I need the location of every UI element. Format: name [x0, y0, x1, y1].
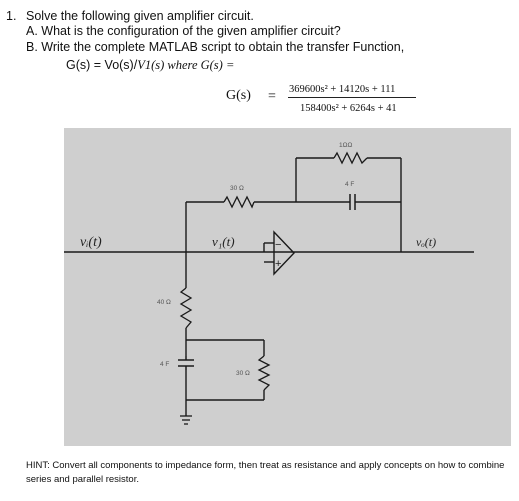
- question-part-b: B. Write the complete MATLAB script to obtain the transfer Function,: [26, 40, 405, 54]
- opamp-minus-label: −: [275, 239, 282, 251]
- circuit-diagram: [64, 128, 511, 446]
- c-feedback-label: 4 F: [345, 181, 355, 188]
- photo-background: [64, 128, 511, 446]
- tf-numerator: 369600s² + 14120s + 111: [289, 84, 396, 95]
- tf-lhs: G(s): [226, 88, 251, 103]
- r-shunt-label: 40 Ω: [157, 299, 171, 306]
- c-shunt-label: 4 F: [160, 361, 170, 368]
- vi-label: vᵢ(t): [80, 235, 102, 250]
- transfer-function-definition: [66, 58, 234, 73]
- hint-text: HINT: Convert all components to impedance form, then treat as resistance and apply concepts on how to combine series and parallel resistor.: [26, 460, 505, 485]
- r-input-series-label: 30 Ω: [230, 185, 244, 192]
- question-text: Solve the following given amplifier circuit.: [26, 9, 254, 23]
- tf-equals: =: [268, 89, 276, 104]
- question-number: 1.: [6, 9, 17, 23]
- r-feedback-top-label: 1ΩΩ: [339, 142, 353, 149]
- opamp-plus-label: +: [275, 258, 282, 270]
- r-ground-label: 30 Ω: [236, 370, 250, 377]
- g-italic: V1(s) where G(s) =: [137, 58, 235, 72]
- g-prefix: G(s) = Vo(s)/: [66, 58, 138, 72]
- v1-label: v₁(t): [212, 234, 235, 249]
- fraction-bar: [288, 97, 416, 98]
- vo-label: vₒ(t): [416, 235, 437, 249]
- question-part-a: A. What is the configuration of the given amplifier circuit?: [26, 24, 341, 38]
- tf-denominator: 158400s² + 6264s + 41: [300, 103, 397, 114]
